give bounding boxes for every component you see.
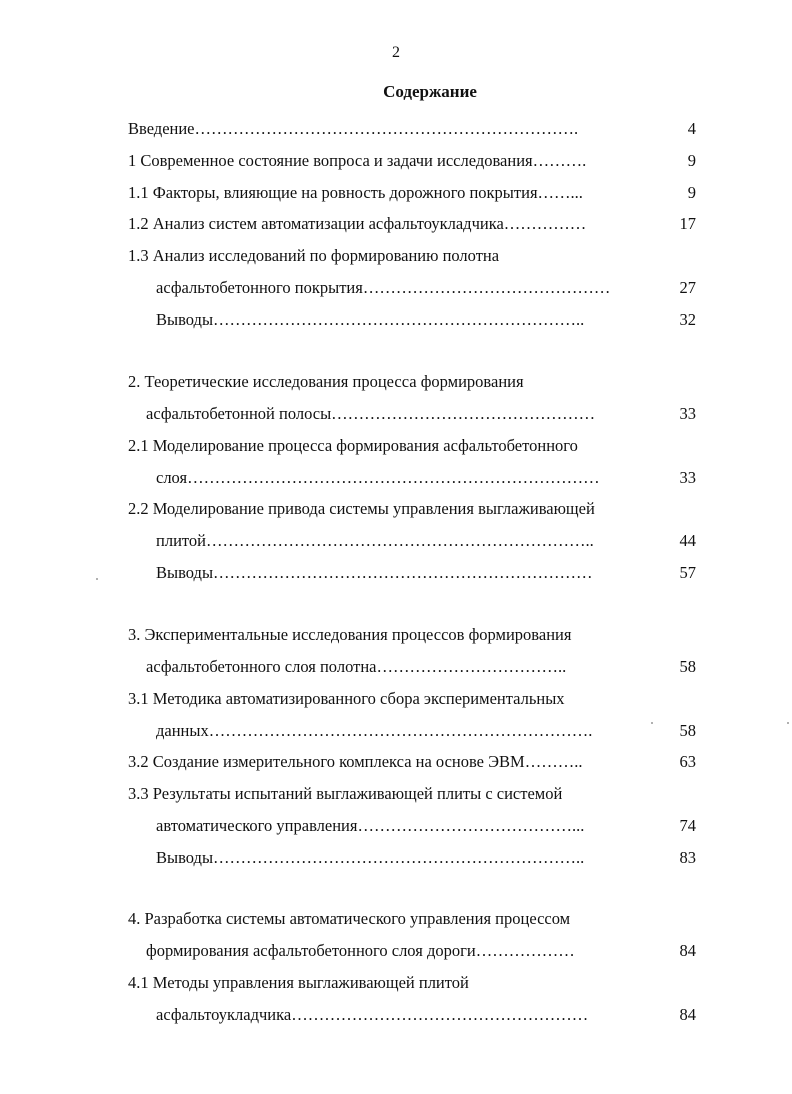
toc-entry-text: 3.1 Методика автоматизированного сбора экспериментальных — [128, 689, 565, 708]
toc-entry-page: 57 — [679, 563, 696, 582]
toc-entry-text: 4.1 Методы управления выглаживающей плитой — [128, 973, 469, 992]
toc-entry-text: 2.2 Моделирование привода системы управления выглаживающей — [128, 499, 595, 518]
toc-entry-text: асфальтобетонной полосы………………………………………… — [146, 404, 596, 423]
toc-entry-text: асфальтобетонного слоя полотна…………………………….. — [146, 657, 567, 676]
scan-speck — [96, 578, 98, 580]
toc-entry-text: данных……………………………………………………………. — [156, 721, 593, 740]
scan-speck — [651, 722, 653, 724]
toc-entry-page: 58 — [679, 721, 696, 740]
scan-speck — [787, 722, 789, 724]
page-number: 2 — [392, 44, 400, 61]
toc-entry-text: формирования асфальтобетонного слоя дороги……………… — [146, 941, 575, 960]
toc-entry-text: 1.1 Факторы, влияющие на ровность дорожного покрытия……... — [128, 183, 583, 202]
toc-entry-text: 3.2 Создание измерительного комплекса на основе ЭВМ……….. — [128, 752, 583, 771]
toc-entry-text: автоматического управления…………………………………... — [156, 816, 585, 835]
toc-entry-text: плитой…………………………………………………………….. — [156, 531, 594, 550]
toc-entry-page: 33 — [679, 468, 696, 487]
toc-entry-page: 4 — [687, 119, 696, 138]
toc-entry-page: 84 — [679, 1005, 696, 1024]
toc-entry-page: 83 — [679, 848, 696, 867]
toc-entry-text: 2. Теоретические исследования процесса формирования — [128, 372, 524, 391]
toc-entry-text: Выводы………………………………………………………….. — [156, 310, 585, 329]
toc-entry-page: 9 — [687, 151, 696, 170]
toc-entry-page: 32 — [679, 310, 696, 329]
page-title: Содержание — [383, 82, 477, 101]
toc-entry-text: 2.1 Моделирование процесса формирования асфальтобетонного — [128, 436, 578, 455]
toc-entry-page: 84 — [679, 941, 696, 960]
toc-entry-page: 63 — [679, 752, 696, 771]
toc-entry-text: 3. Экспериментальные исследования процессов формирования — [128, 625, 572, 644]
toc-entry-text: асфальтобетонного покрытия……………………………………… — [156, 278, 611, 297]
toc-entry-text: 4. Разработка системы автоматического управления процессом — [128, 909, 571, 928]
toc-entry-text: слоя………………………………………………………………… — [156, 468, 600, 487]
toc-entry-page: 44 — [679, 531, 696, 550]
toc-entry-page: 58 — [679, 657, 696, 676]
toc-entry-page: 9 — [687, 183, 696, 202]
toc-entry-text: Выводы…………………………………………………………… — [156, 563, 593, 582]
toc-entry-page: 33 — [679, 404, 696, 423]
toc-entry-page: 17 — [679, 214, 696, 233]
toc-entry-text: Выводы………………………………………………………….. — [156, 848, 585, 867]
toc-entry-page: 74 — [679, 816, 696, 835]
toc-entry-page: 27 — [679, 278, 696, 297]
toc-entry-text: асфальтоукладчика……………………………………………… — [156, 1005, 589, 1024]
toc-entry-text: 1.3 Анализ исследований по формированию полотна — [128, 246, 500, 265]
toc-entry-text: 1 Современное состояние вопроса и задачи исследования………. — [128, 151, 587, 170]
toc-entry-text: 3.3 Результаты испытаний выглаживающей плиты с системой — [128, 784, 563, 803]
toc-entry-text: Введение……………………………………………………………. — [128, 119, 579, 138]
toc-entry-text: 1.2 Анализ систем автоматизации асфальтоукладчика…………… — [128, 214, 587, 233]
